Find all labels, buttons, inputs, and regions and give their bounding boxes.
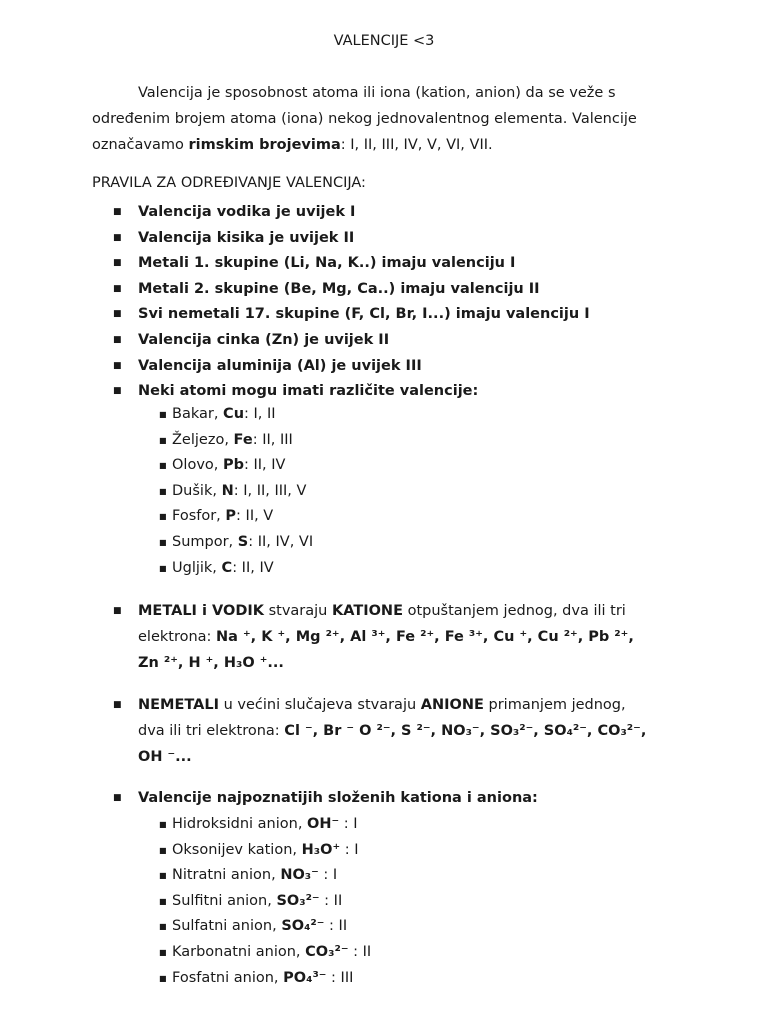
element-name: Olovo, [172,457,223,474]
rule-text: Valencija kisika je uvijek II [138,229,355,246]
element-name: Ugljik, [172,559,222,576]
anions-section [92,692,682,770]
element-name: Bakar, [172,406,224,422]
element-valences: : I, II, III, V [233,482,307,499]
rule-item [92,302,590,328]
ion-valence: : I [339,816,358,832]
ion-name: Sulfatni anion, [172,918,282,935]
ion-valence: : III [326,969,354,986]
bullet-icon: ■ [113,283,122,294]
anions-text-1: u većini slučajeva stvaraju [219,697,421,713]
bullet-icon: ■ [113,360,122,371]
ion-valence: : II [319,892,343,909]
ion-formula: H₃O⁺ [301,841,341,858]
multi-valence-list [92,402,313,581]
ion-name: Sulfitni anion, [172,892,277,909]
intro-line-2: određenim brojem atoma (iona) nekog jednovalentnog elementa. Valencije [92,111,637,127]
cations-text-3: elektrona: [138,629,217,645]
bullet-icon: ■ [113,386,122,397]
element-valences: : II, V [236,508,274,525]
rule-item [92,328,590,354]
cations-label: KATIONE [331,603,403,619]
bullet-icon: ■ [113,232,122,243]
sub-bullet-icon: ■ [159,973,167,983]
anions-label: ANIONE [420,697,484,713]
anion-list-1: Cl ⁻, Br ⁻ O ²⁻, S ²⁻, NO₃⁻, SO₃²⁻, SO₄²⁻, CO₃²⁻, [284,723,647,739]
sub-bullet-icon: ■ [159,896,167,906]
sub-bullet-icon: ■ [159,922,167,932]
complex-ion-item [92,838,371,864]
element-symbol: Fe [233,431,253,448]
rules-list [92,200,590,405]
rule-text: Valencija vodika je uvijek I [138,204,356,220]
ion-name: Nitratni anion, [172,867,281,884]
complex-ion-item [92,914,371,940]
element-symbol: P [225,508,237,525]
ion-formula: SO₃²⁻ [276,892,320,909]
cation-list-1: Na ⁺, K ⁺, Mg ²⁺, Al ³⁺, Fe ²⁺, Fe ³⁺, Cu ⁺, Cu ²⁺, Pb ²⁺, [216,629,634,645]
ion-valence: : I [318,867,338,884]
intro-line-3-start: označavamo [92,137,189,153]
element-valence-item [92,428,313,454]
element-valence-item [92,556,313,582]
ion-valence: : I [340,841,359,858]
element-symbol: N [221,482,234,499]
sub-bullet-icon: ■ [159,563,167,573]
anions-item [92,692,682,770]
ion-formula: SO₄²⁻ [281,918,325,935]
ion-formula: NO₃⁻ [280,867,319,884]
bullet-icon: ■ [113,700,122,710]
rule-text: Valencija aluminija (Al) je uvijek III [138,357,422,374]
sub-bullet-icon: ■ [159,820,167,829]
element-valence-item [92,453,313,479]
cations-section [92,598,682,676]
element-name: Fosfor, [172,508,226,525]
sub-bullet-icon: ■ [159,537,167,547]
rule-text: Valencija cinka (Zn) je uvijek II [138,331,390,348]
complex-ion-item [92,889,371,915]
element-valence-item [92,479,313,505]
sub-bullet-icon: ■ [159,410,167,419]
sub-bullet-icon: ■ [159,486,167,496]
rules-heading: PRAVILA ZA ODREĐIVANJE VALENCIJA: [92,175,366,191]
element-valences: : II, IV [232,559,274,576]
element-valence-item [92,530,313,556]
element-symbol: Cu [223,406,245,422]
sub-bullet-icon: ■ [159,461,167,471]
ion-valence: : II [324,918,348,935]
complex-ions-heading-item [92,786,682,812]
cation-list-2: Zn ²⁺, H ⁺, H₃O ⁺... [138,655,284,671]
complex-ion-item [92,812,371,838]
complex-ion-item [92,966,371,992]
cations-text-2: otpuštanjem jednog, dva ili tri [402,603,626,619]
bullet-icon: ■ [113,606,122,616]
metals-hydrogen-label: METALI i VODIK [138,603,264,619]
rule-text: Metali 2. skupine (Be, Mg, Ca..) imaju valenciju II [138,280,540,297]
rule-item [92,354,590,380]
ion-name: Oksonijev kation, [172,841,302,858]
complex-ions-list [92,812,371,991]
sub-bullet-icon: ■ [159,435,167,445]
ion-name: Hidroksidni anion, [172,816,308,832]
rule-text: Metali 1. skupine (Li, Na, K..) imaju valenciju I [138,255,516,272]
element-valences: : I, II [244,406,276,422]
sub-bullet-icon: ■ [159,512,167,522]
intro-roman-numerals: rimskim brojevima [188,137,341,153]
sub-bullet-icon: ■ [159,947,167,957]
element-name: Sumpor, [172,533,238,550]
anions-text-3: dva ili tri elektrona: [138,723,285,739]
rule-item [92,226,590,252]
sub-bullet-icon: ■ [159,845,167,855]
bullet-icon: ■ [113,309,122,320]
intro-line-1: Valencija je sposobnost atoma ili iona (kation, anion) da se veže s [138,85,616,101]
cations-text-1: stvaraju [263,603,332,619]
cations-item [92,598,682,676]
ion-formula: OH⁻ [307,816,340,832]
ion-formula: CO₃²⁻ [305,943,349,960]
element-valences: : II, IV, VI [248,533,314,550]
ion-valence: : II [348,943,372,960]
bullet-icon: ■ [113,793,122,803]
rule-text: Svi nemetali 17. skupine (F, Cl, Br, I...) imaju valenciju I [138,306,590,323]
complex-ion-item [92,940,371,966]
anions-text-2: primanjem jednog, [483,697,626,713]
rule-item [92,251,590,277]
bullet-icon: ■ [113,258,122,269]
rule-text: Neki atomi mogu imati različite valencije: [138,383,479,400]
complex-ion-item [92,863,371,889]
rule-item [92,200,590,226]
bullet-icon: ■ [113,207,122,217]
element-symbol: S [237,533,249,550]
intro-line-3-end: : I, II, III, IV, V, VI, VII. [340,137,493,153]
ion-formula: PO₄³⁻ [283,969,327,986]
element-symbol: Pb [222,457,244,474]
rule-item [92,277,590,303]
ion-name: Karbonatni anion, [172,943,306,960]
element-valences: : II, IV [244,457,286,474]
document-title: VALENCIJE <3 [333,33,435,49]
complex-ions-section [92,786,682,812]
element-valence-item [92,402,313,428]
rule-item [92,379,590,405]
element-valences: : II, III [252,431,293,448]
bullet-icon: ■ [113,334,122,345]
element-valence-item [92,504,313,530]
element-name: Dušik, [172,482,222,499]
sub-bullet-icon: ■ [159,871,167,881]
ion-name: Fosfatni anion, [172,969,284,986]
nonmetals-label: NEMETALI [138,697,219,713]
intro-paragraph [92,80,692,158]
anion-list-2: OH ⁻... [138,749,192,765]
complex-ions-heading: Valencije najpoznatijih složenih kationa i aniona: [138,790,538,806]
element-name: Željezo, [172,431,234,448]
element-symbol: C [221,559,233,576]
